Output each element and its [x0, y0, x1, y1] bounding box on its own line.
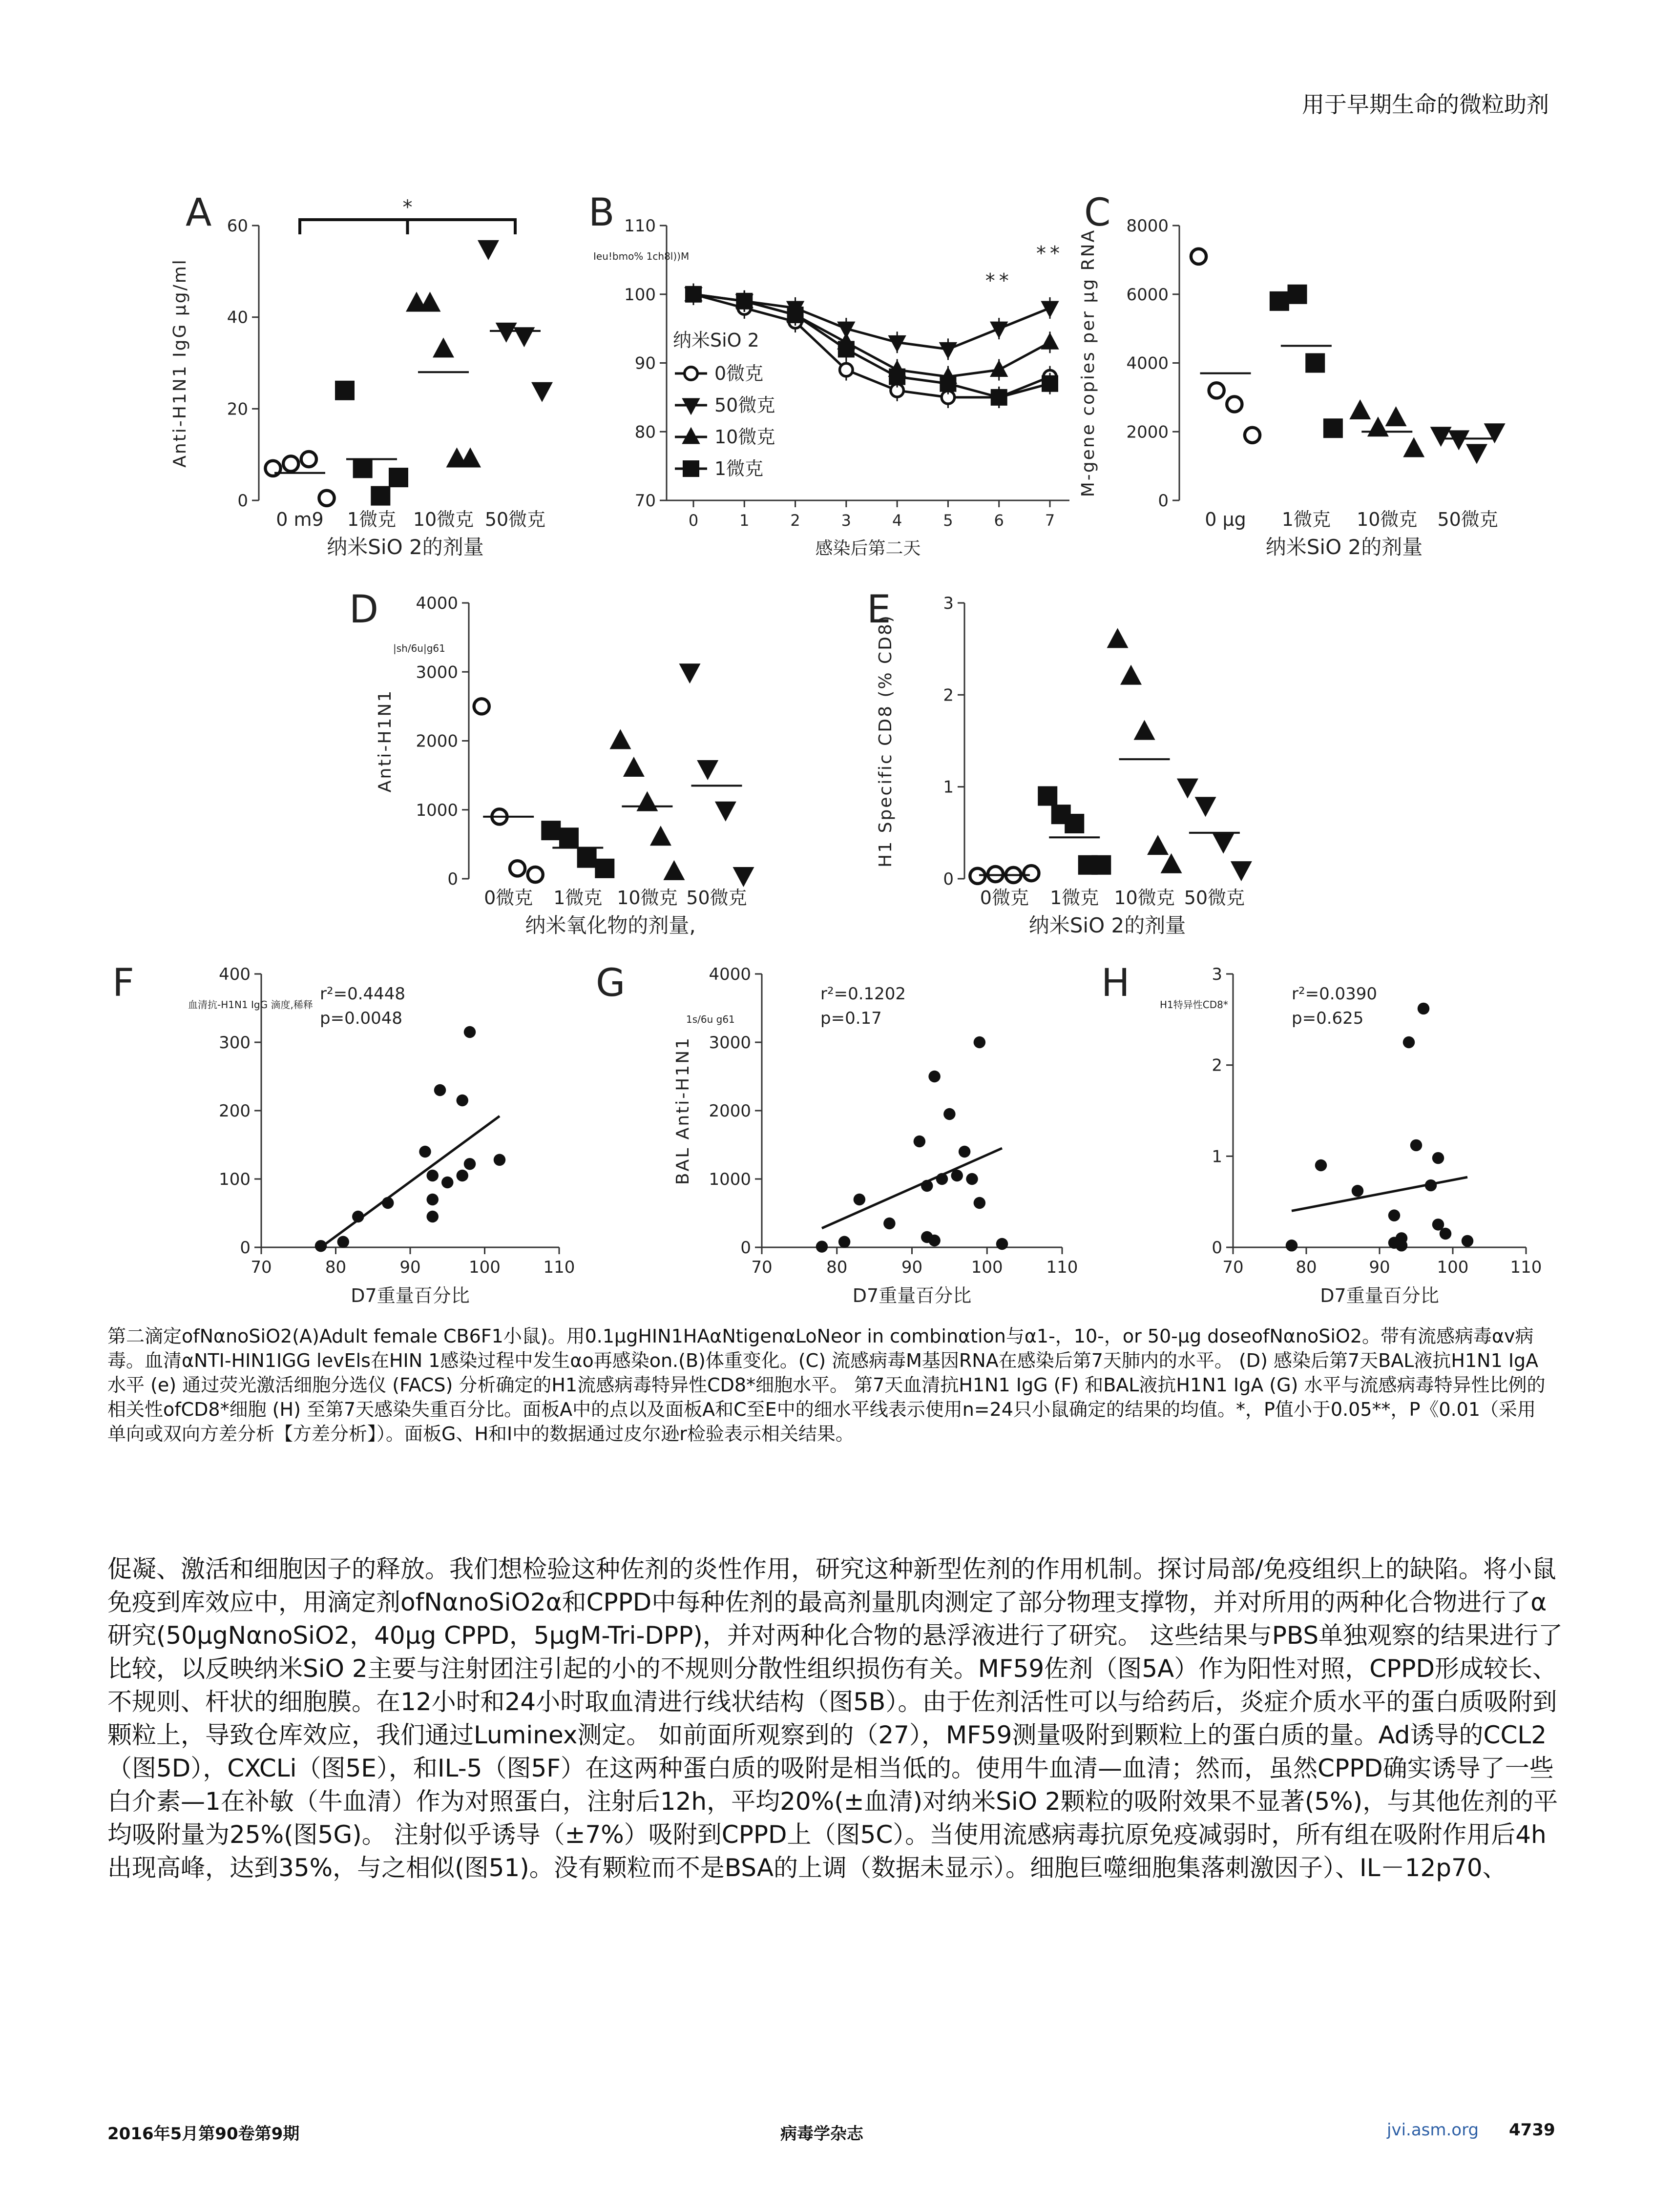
data-point — [854, 1194, 865, 1205]
data-point — [1315, 1159, 1327, 1171]
data-point — [434, 1084, 446, 1096]
y-axis-label: Ieu!bmo% 1ch8l))M — [593, 250, 690, 262]
data-point — [1231, 861, 1252, 881]
series-point — [991, 389, 1007, 406]
data-point — [623, 757, 645, 777]
data-point — [474, 699, 489, 714]
data-point — [319, 491, 334, 506]
footer-issue-date: 2016年5月第90卷第9期 — [107, 2124, 300, 2144]
panel-letter: E — [867, 588, 891, 632]
data-point — [353, 458, 373, 478]
y-tick-label: 0 — [237, 491, 248, 511]
regression-line — [1292, 1177, 1467, 1211]
data-point — [974, 1036, 985, 1048]
series-point — [889, 369, 905, 385]
data-point — [974, 1197, 985, 1209]
x-tick-label: 5 — [943, 511, 953, 530]
y-tick-label: 0 — [447, 869, 458, 889]
x-axis-label: D7重量百分比 — [351, 1285, 470, 1306]
body-text: 促凝、激活和细胞因子的释放。我们想检验这种佐剂的炎性作用，研究这种新型佐剂的作用机制。探讨局部/免疫组织上的缺陷。将小鼠免疫到库效应中，用滴定剂ofNαnoSiO2α和CPPD中每种佐剂的最高剂量肌肉测定了部分物理支撑物，并对所用的两种化合物进行了α研究(50μgNαnoSiO2，40μg CPPD，5μgM-Tri-DPP)，并对两种化合物的悬浮液进行了研究。 这些结果与PBS单独观察的结果进行了比较，以反映纳米SiO 2主要与注射团注引起的小的不规则分散性组织损伤有关。MF59佐剂（图5A）作为阳性对照，CPPD形成较长、不规则、杆状的细胞膜。在12小时和24小时取血清进行线状结构（图5B）。由于佐剂活性可以与给药后，炎症介质水平的蛋白质吸附到颗粒上，导致仓库效应，我们通过Luminex测定。 如前面所观察到的（27），MF59测量吸附到颗粒上的蛋白质的量。Ad诱导的CCL2（图5D），CXCLi（图5E），和IL-5（图5F）在这两种蛋白质的吸附是相当低的。使用牛血清—血清；然而，虽然CPPD确实诱导了一些白介素—1在补敏（牛血清）作为对照蛋白，注射后12h，平均20%(±血清)对纳米SiO 2颗粒的吸附效果不显著(5%)，与其他佐剂的平均吸附量为25%(图5G)。 注射似乎诱导（±7%）吸附到CPPD上（图5C）。当使用流感病毒抗原免疫减弱时，所有组在吸附作用后4h出现高峰，达到35%，与之相似(图51)。没有颗粒而不是BSA的上调（数据未显示）。细胞巨噬细胞集落刺激因子）、IL－12p70、 — [107, 1555, 1563, 1882]
panel-d — [349, 588, 754, 937]
panel-h — [1101, 961, 1542, 1306]
significance-label: ** — [985, 269, 1013, 292]
x-tick-label: 70 — [251, 1258, 272, 1277]
x-tick-label: 100 — [971, 1258, 1003, 1277]
y-tick-label: 100 — [219, 1170, 251, 1189]
p-value-label: p=0.0048 — [320, 1009, 403, 1028]
y-tick-label: 300 — [219, 1033, 251, 1053]
series-point — [1041, 332, 1059, 350]
y-tick-label: 40 — [227, 308, 248, 328]
series-point — [940, 375, 956, 392]
data-point — [433, 337, 454, 357]
y-tick-label: 4000 — [709, 965, 751, 984]
x-tick-label: 70 — [1222, 1258, 1244, 1277]
data-point — [1191, 249, 1206, 264]
data-point — [1385, 406, 1407, 426]
y-tick-label: 2 — [1212, 1055, 1222, 1075]
x-category-label: 50微克 — [1437, 509, 1498, 530]
x-axis-label: 纳米氧化物的剂量, — [525, 913, 696, 937]
y-tick-label: 3000 — [416, 662, 458, 682]
y-tick-label: 90 — [634, 353, 656, 373]
data-point — [427, 1194, 439, 1205]
x-axis-label: 纳米SiO 2的剂量 — [1265, 535, 1423, 559]
data-point — [1161, 853, 1182, 873]
data-point — [389, 468, 408, 487]
data-point — [283, 456, 298, 471]
data-point — [838, 1236, 850, 1248]
y-tick-label: 6000 — [1126, 285, 1169, 305]
data-point — [1227, 396, 1242, 412]
data-point — [441, 1177, 453, 1188]
y-axis-label: Anti-H1N1 — [375, 689, 395, 793]
y-tick-label: 110 — [624, 216, 656, 236]
y-axis-label: Anti-H1N1 IgG μg/ml — [170, 258, 190, 468]
x-tick-label: 100 — [1437, 1258, 1469, 1277]
data-point — [1065, 814, 1084, 833]
legend-label: 50微克 — [714, 394, 775, 416]
data-point — [1245, 428, 1260, 443]
x-category-label: 50微克 — [484, 509, 546, 530]
significance-label: * — [402, 196, 413, 219]
data-point — [943, 1108, 955, 1120]
x-axis-label: D7重量百分比 — [852, 1285, 972, 1306]
data-point — [301, 452, 316, 467]
running-title: 用于早期生命的微粒助剂 — [1302, 91, 1549, 118]
data-point — [1403, 437, 1424, 457]
series-point — [1042, 375, 1058, 392]
series-point — [840, 363, 853, 376]
legend-marker — [685, 367, 698, 380]
y-tick-label: 0 — [740, 1238, 751, 1258]
y-tick-label: 2000 — [416, 731, 458, 751]
data-point — [914, 1136, 925, 1147]
p-value-label: p=0.17 — [820, 1009, 882, 1028]
x-tick-label: 80 — [1296, 1258, 1317, 1277]
data-point — [460, 448, 481, 468]
x-tick-label: 110 — [543, 1258, 575, 1277]
legend-label: 10微克 — [714, 426, 775, 448]
data-point — [559, 827, 579, 847]
x-category-label: 1微克 — [553, 887, 603, 909]
data-point — [1367, 416, 1389, 436]
data-point — [419, 292, 441, 312]
y-tick-label: 0 — [1158, 491, 1169, 511]
x-tick-label: 110 — [1510, 1258, 1542, 1277]
data-point — [1288, 285, 1307, 304]
data-point — [478, 240, 499, 260]
data-point — [427, 1211, 439, 1222]
y-tick-label: 2 — [943, 685, 954, 705]
data-point — [1440, 1228, 1451, 1240]
x-tick-label: 2 — [790, 511, 800, 530]
x-axis-label: 纳米SiO 2的剂量 — [327, 535, 484, 559]
y-tick-label: 1 — [1212, 1147, 1222, 1167]
data-point — [1396, 1240, 1407, 1251]
x-category-label: 0 m9 — [276, 509, 324, 530]
r-squared-label: r²=0.0390 — [1292, 984, 1378, 1004]
legend-label: 1微克 — [714, 458, 764, 479]
y-axis-label: M-gene copies per μg RNA — [1078, 228, 1098, 497]
data-point — [1134, 720, 1155, 740]
x-tick-label: 1 — [739, 511, 750, 530]
y-axis-label: H1 Specific CD8 (% CD8) — [876, 614, 896, 868]
data-point — [1024, 866, 1039, 881]
x-tick-label: 90 — [399, 1258, 421, 1277]
r-squared-label: r²=0.4448 — [320, 984, 406, 1004]
panel-b — [588, 191, 1069, 558]
series-point — [838, 341, 855, 357]
x-tick-label: 110 — [1046, 1258, 1078, 1277]
series-point — [939, 342, 957, 359]
panel-letter: F — [112, 961, 134, 1005]
data-point — [1403, 1036, 1415, 1048]
data-point — [697, 760, 718, 780]
x-axis-label: 纳米SiO 2的剂量 — [1028, 913, 1186, 937]
data-point — [1462, 1235, 1473, 1247]
significance-bracket — [300, 220, 515, 234]
significance-label: ** — [1036, 242, 1064, 265]
data-point — [1305, 353, 1325, 373]
x-axis-label: D7重量百分比 — [1320, 1285, 1439, 1306]
data-point — [1484, 423, 1506, 443]
y-axis-label: H1特异性CD8* — [1160, 999, 1228, 1011]
data-point — [1213, 834, 1234, 854]
x-tick-label: 3 — [841, 511, 852, 530]
regression-line — [822, 1148, 1002, 1228]
data-point — [1195, 797, 1216, 817]
data-point — [679, 663, 701, 683]
legend-title: 纳米SiO 2 — [673, 330, 759, 351]
x-category-label: 0微克 — [484, 887, 533, 909]
x-category-label: 0微克 — [980, 887, 1029, 909]
x-category-label: 10微克 — [1357, 509, 1418, 530]
x-tick-label: 0 — [688, 511, 699, 530]
figure-caption: 第二滴定ofNαnoSiO2(A)Adult female CB6F1小鼠)。用0.1μgHIN1HAαNtigenαLoNeor in combinαtion与α1-，10-，or 50-μg doseofNαnoSiO2。带有流感病毒αv病毒。血清αNTI-HIN1IGG levEls在HIN 1感染过程中发生αo再感染on.(B)体重变化。(C) 流感病毒M基因RNA在感染后第7天肺内的水平。 (D) 感染后第7天BAL液抗H1N1 IgA水平 (e) 通过荧光激活细胞分选仪 (FACS) 分析确定的H1流感病毒特异性CD8*细胞水平。 第7天血清抗H1N1 IgG (F) 和BAL液抗H1N1 IgA (G) 水平与流感病毒特异性比例的相关性ofCD8*细胞 (H) 至第7天感染失重百分比。面板A中的点以及面板A和C至E中的细水平线表示使用n=24只小鼠确定的结果的均值。*，P值小于0.05**，P《0.01（采用单向或双向方差分析【方差分析】）。面板G、H和I中的数据通过皮尔逊r检验表示相关结果。 — [107, 1325, 1546, 1445]
data-point — [595, 859, 614, 878]
x-tick-label: 7 — [1045, 511, 1055, 530]
series-point — [990, 360, 1008, 377]
data-point — [1418, 1003, 1429, 1014]
data-point — [1430, 427, 1452, 447]
data-point — [531, 382, 553, 402]
panel-c — [1078, 191, 1506, 559]
data-point — [1448, 430, 1469, 450]
data-point — [1038, 786, 1057, 806]
y-tick-label: 1000 — [709, 1170, 751, 1189]
data-point — [1107, 628, 1129, 648]
data-point — [528, 867, 543, 882]
footer-journal-name: 病毒学杂志 — [780, 2124, 863, 2144]
data-point — [457, 1170, 468, 1181]
y-tick-label: 1000 — [416, 800, 458, 820]
data-point — [494, 1154, 505, 1166]
y-tick-label: 4000 — [416, 594, 458, 613]
data-point — [928, 1235, 940, 1246]
y-tick-label: 3000 — [709, 1033, 751, 1053]
data-point — [1410, 1139, 1422, 1151]
data-point — [1352, 1185, 1363, 1197]
data-point — [457, 1095, 468, 1106]
y-tick-label: 0 — [240, 1238, 251, 1258]
x-tick-label: 80 — [826, 1258, 848, 1277]
data-point — [816, 1240, 828, 1252]
y-tick-label: 4000 — [1126, 353, 1169, 373]
panel-letter: D — [349, 588, 379, 632]
x-axis-label: 感染后第二天 — [815, 538, 921, 558]
panel-letter: H — [1101, 961, 1130, 1005]
x-category-label: 50微克 — [1184, 887, 1245, 909]
data-point — [1432, 1152, 1444, 1164]
data-point — [464, 1026, 476, 1038]
y-axis-label-secondary: 1s/6u g61 — [686, 1013, 735, 1025]
x-category-label: 1微克 — [1050, 887, 1099, 909]
r-squared-label: r²=0.1202 — [820, 984, 906, 1004]
data-point — [636, 791, 658, 811]
data-point — [496, 323, 517, 343]
data-point — [1388, 1209, 1400, 1221]
data-point — [510, 861, 525, 876]
x-tick-label: 4 — [892, 511, 902, 530]
panel-letter: G — [596, 961, 626, 1005]
y-axis-label: BAL Anti-H1N1 — [673, 1036, 693, 1185]
y-tick-label: 80 — [634, 422, 656, 442]
series-point — [685, 286, 702, 303]
data-point — [1466, 444, 1487, 464]
y-axis-label-secondary: |sh/6u|g61 — [393, 642, 445, 654]
panel-letter: B — [588, 191, 615, 235]
series-point — [787, 307, 804, 323]
x-category-label: 10微克 — [413, 509, 474, 530]
y-axis-label: 血清抗-H1N1 IgG 滴度,稀释 — [188, 999, 313, 1011]
panel-g — [596, 961, 1078, 1306]
x-category-label: 50微克 — [686, 887, 747, 909]
data-point — [464, 1158, 476, 1170]
data-point — [650, 826, 671, 846]
panel-f — [112, 961, 575, 1306]
data-point — [733, 867, 754, 887]
legend-marker — [682, 398, 700, 415]
legend-marker — [683, 460, 699, 477]
data-point — [959, 1146, 970, 1158]
x-tick-label: 80 — [325, 1258, 347, 1277]
y-tick-label: 3 — [943, 594, 954, 613]
y-tick-label: 400 — [219, 965, 251, 984]
panel-letter: A — [186, 191, 212, 235]
y-tick-label: 0 — [1212, 1238, 1222, 1258]
y-tick-label: 2000 — [1126, 422, 1169, 442]
y-tick-label: 200 — [219, 1101, 251, 1121]
panel-a — [170, 191, 553, 559]
y-tick-label: 2000 — [709, 1101, 751, 1121]
x-category-label: 10微克 — [1114, 887, 1175, 909]
x-category-label: 0 μg — [1205, 509, 1246, 530]
data-point — [1091, 855, 1111, 875]
x-category-label: 1微克 — [1281, 509, 1331, 530]
data-point — [1120, 665, 1142, 685]
y-tick-label: 3 — [1212, 965, 1222, 984]
y-tick-label: 0 — [943, 869, 954, 889]
data-point — [1323, 418, 1343, 438]
y-tick-label: 70 — [634, 491, 656, 511]
regression-line — [321, 1116, 500, 1247]
data-point — [427, 1170, 439, 1181]
y-tick-label: 100 — [624, 285, 656, 305]
data-point — [337, 1236, 349, 1248]
y-tick-label: 60 — [227, 216, 248, 236]
y-tick-label: 8000 — [1126, 216, 1169, 236]
x-tick-label: 70 — [751, 1258, 773, 1277]
p-value-label: p=0.625 — [1292, 1009, 1364, 1028]
panel-e — [867, 588, 1252, 937]
data-point — [1286, 1240, 1297, 1251]
x-tick-label: 90 — [1369, 1258, 1390, 1277]
data-point — [335, 381, 355, 400]
footer-website-link[interactable]: jvi.asm.org — [1387, 2120, 1479, 2140]
data-point — [419, 1146, 431, 1158]
x-tick-label: 100 — [469, 1258, 501, 1277]
data-point — [577, 848, 597, 868]
legend-label: 0微克 — [714, 363, 764, 384]
panel-letter: C — [1084, 191, 1111, 235]
data-point — [541, 821, 561, 840]
data-point — [1270, 291, 1289, 311]
legend-marker — [682, 427, 700, 444]
data-point — [1209, 383, 1224, 398]
footer-page-number: 4739 — [1509, 2120, 1555, 2140]
x-category-label: 1微克 — [347, 509, 397, 530]
data-point — [1349, 399, 1371, 419]
data-point — [996, 1238, 1008, 1250]
data-point — [1147, 835, 1169, 855]
x-tick-label: 6 — [994, 511, 1004, 530]
x-category-label: 10微克 — [617, 887, 678, 909]
y-tick-label: 20 — [227, 399, 248, 419]
data-point — [928, 1071, 940, 1082]
data-point — [1177, 779, 1198, 799]
data-point — [609, 729, 631, 749]
data-point — [966, 1173, 978, 1185]
series-point — [736, 293, 753, 310]
x-tick-label: 90 — [901, 1258, 923, 1277]
data-point — [883, 1218, 895, 1229]
y-tick-label: 1 — [943, 777, 954, 797]
data-point — [663, 860, 685, 880]
data-point — [371, 486, 390, 506]
data-point — [715, 802, 736, 822]
